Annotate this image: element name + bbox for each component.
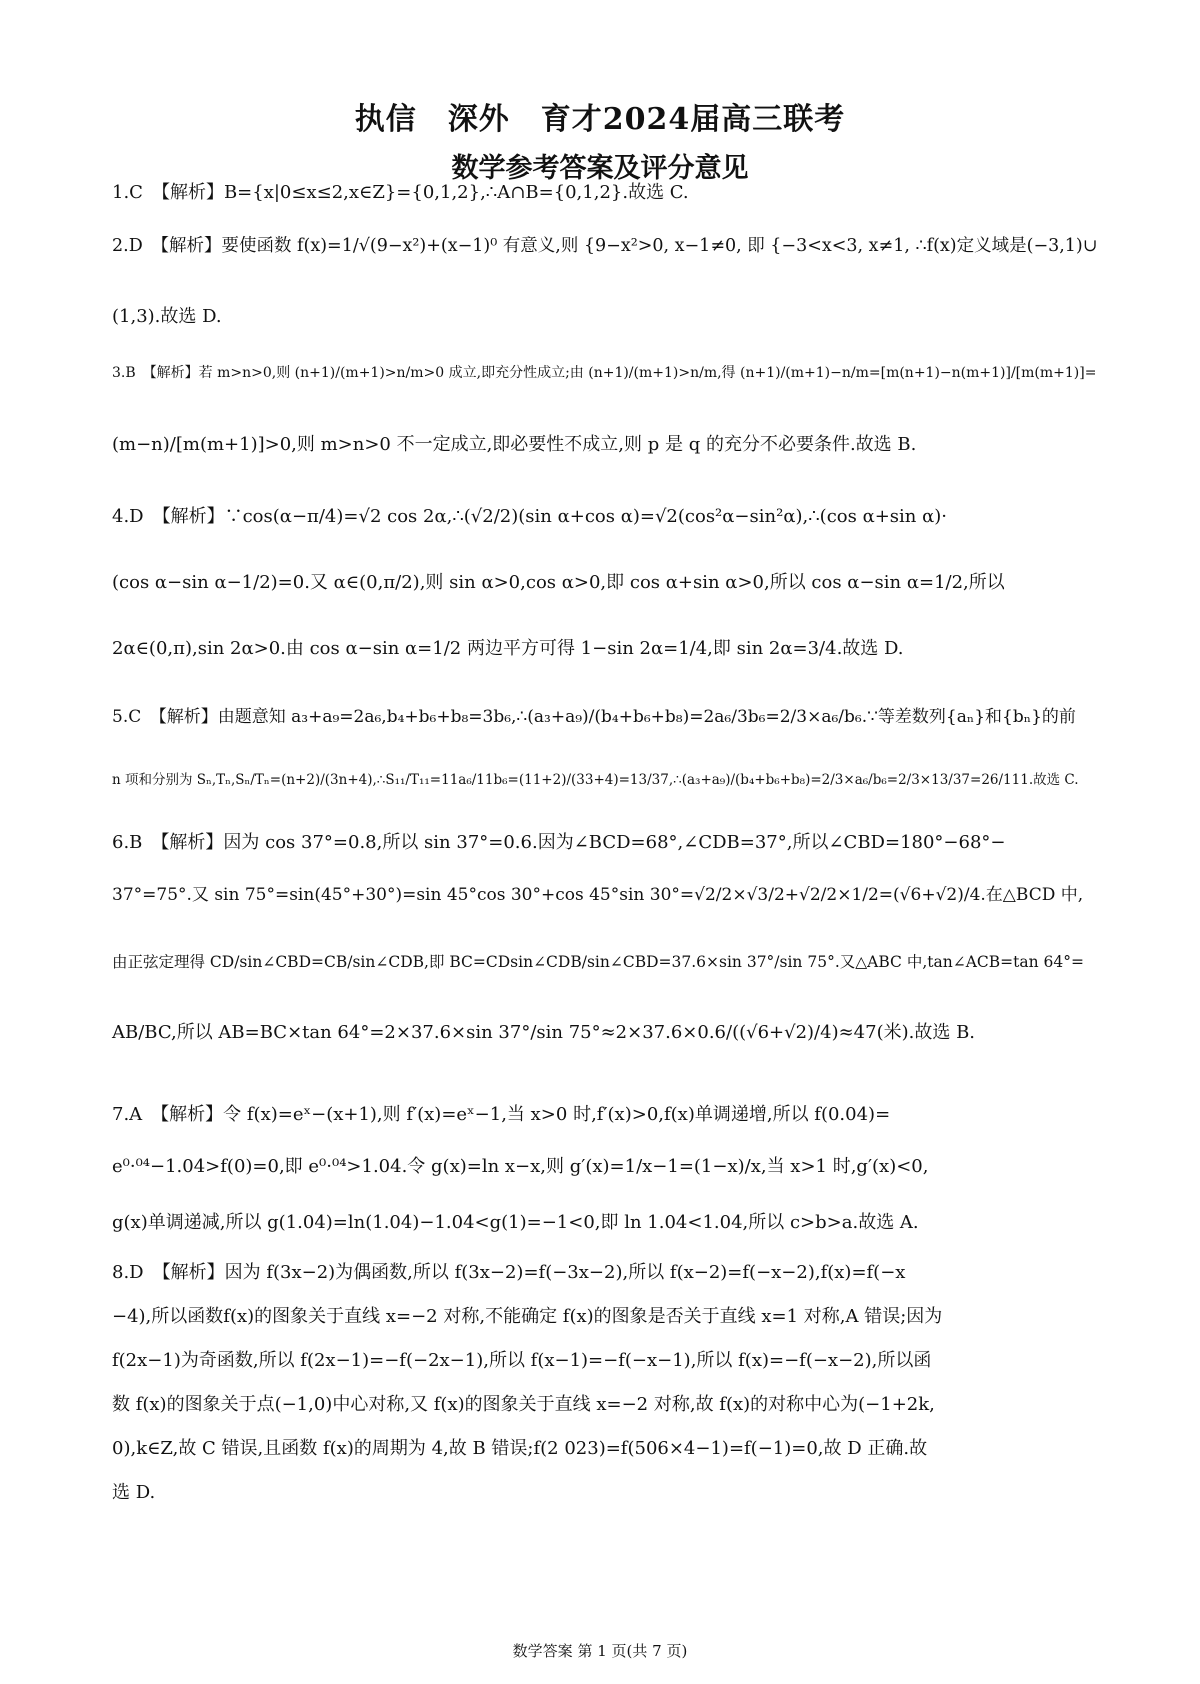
answer-line: g(x)单调递减,所以 g(1.04)=ln(1.04)−1.04<g(1)=−1<0,即 ln 1.04<1.04,所以 c>b>a.故选 A. [112,1212,919,1233]
answer-line: 6.B 【解析】因为 cos 37°=0.8,所以 sin 37°=0.6.因为∠BCD=68°,∠CDB=37°,所以∠CBD=180°−68°− [112,832,1006,853]
answer-line: 0),k∈Z,故 C 错误,且函数 f(x)的周期为 4,故 B 错误;f(2 023)=f(506×4−1)=f(−1)=0,故 D 正确.故 [112,1438,928,1459]
answer-line: 2α∈(0,π),sin 2α>0.由 cos α−sin α=1/2 两边平方可得 1−sin 2α=1/4,即 sin 2α=3/4.故选 D. [112,638,904,659]
answer-line: 3.B 【解析】若 m>n>0,则 (n+1)/(m+1)>n/m>0 成立,即充分性成立;由 (n+1)/(m+1)>n/m,得 (n+1)/(m+1)−n/m=[m(n+1)−n(m+1)]/[m(m+1)]= [112,365,1097,381]
answer-line: (1,3).故选 D. [112,306,222,327]
answer-line: 数 f(x)的图象关于点(−1,0)中心对称,又 f(x)的图象关于直线 x=−2 对称,故 f(x)的对称中心为(−1+2k, [112,1394,935,1415]
answer-line: 2.D 【解析】要使函数 f(x)=1/√(9−x²)+(x−1)⁰ 有意义,则 {9−x²>0, x−1≠0, 即 {−3<x<3, x≠1, ∴f(x)定义域是(−3,1)∪ [112,236,1098,256]
answer-line: f(2x−1)为奇函数,所以 f(2x−1)=−f(−2x−1),所以 f(x−1)=−f(−x−1),所以 f(x)=−f(−x−2),所以函 [112,1350,932,1371]
answer-line: −4),所以函数f(x)的图象关于直线 x=−2 对称,不能确定 f(x)的图象是否关于直线 x=1 对称,A 错误;因为 [112,1306,943,1327]
answer-line: (cos α−sin α−1/2)=0.又 α∈(0,π/2),则 sin α>0,cos α>0,即 cos α+sin α>0,所以 cos α−sin α=1/2,所以 [112,572,1005,593]
answer-line: 7.A 【解析】令 f(x)=eˣ−(x+1),则 f′(x)=eˣ−1,当 x>0 时,f′(x)>0,f(x)单调递增,所以 f(0.04)= [112,1104,891,1125]
answer-subtitle: 数学参考答案及评分意见 [451,153,749,184]
exam-title: 执信 深外 育才2024届高三联考 [354,102,846,137]
page-footer: 数学答案 第 1 页(共 7 页) [512,1642,688,1660]
answer-line: (m−n)/[m(m+1)]>0,则 m>n>0 不一定成立,即必要性不成立,则 p 是 q 的充分不必要条件.故选 B. [112,434,917,455]
answer-line: 37°=75°.又 sin 75°=sin(45°+30°)=sin 45°cos 30°+cos 45°sin 30°=√2/2×√3/2+√2/2×1/2=(√6+√2)/4.在△BCD 中, [112,885,1084,905]
answer-line: 选 D. [112,1482,156,1503]
answer-line: e⁰·⁰⁴−1.04>f(0)=0,即 e⁰·⁰⁴>1.04.令 g(x)=ln x−x,则 g′(x)=1/x−1=(1−x)/x,当 x>1 时,g′(x)<0, [112,1156,929,1177]
answer-line: n 项和分别为 Sₙ,Tₙ,Sₙ/Tₙ=(n+2)/(3n+4),∴S₁₁/T₁₁=11a₆/11b₆=(11+2)/(33+4)=13/37,∴(a₃+a₉)/(b₄+b₆+b₈)=2/3×a₆/b₆=2/3×13/37=26/111.故选 C. [112,772,1079,788]
answer-line: 1.C 【解析】B={x|0≤x≤2,x∈Z}={0,1,2},∴A∩B={0,1,2}.故选 C. [112,182,689,203]
answer-line: 4.D 【解析】∵cos(α−π/4)=√2 cos 2α,∴(√2/2)(sin α+cos α)=√2(cos²α−sin²α),∴(cos α+sin α)· [112,506,948,527]
answer-line: 5.C 【解析】由题意知 a₃+a₉=2a₆,b₄+b₆+b₈=3b₆,∴(a₃+a₉)/(b₄+b₆+b₈)=2a₆/3b₆=2/3×a₆/b₆.∵等差数列{aₙ}和{bₙ}的前 [112,707,1076,727]
answer-line: 8.D 【解析】因为 f(3x−2)为偶函数,所以 f(3x−2)=f(−3x−2),所以 f(x−2)=f(−x−2),f(x)=f(−x [112,1262,906,1283]
answer-line: 由正弦定理得 CD/sin∠CBD=CB/sin∠CDB,即 BC=CDsin∠CDB/sin∠CBD=37.6×sin 37°/sin 75°.又△ABC 中,tan∠ACB=tan 64°= [112,953,1084,971]
answer-line: AB/BC,所以 AB=BC×tan 64°=2×37.6×sin 37°/sin 75°≈2×37.6×0.6/((√6+√2)/4)≈47(米).故选 B. [112,1022,976,1043]
